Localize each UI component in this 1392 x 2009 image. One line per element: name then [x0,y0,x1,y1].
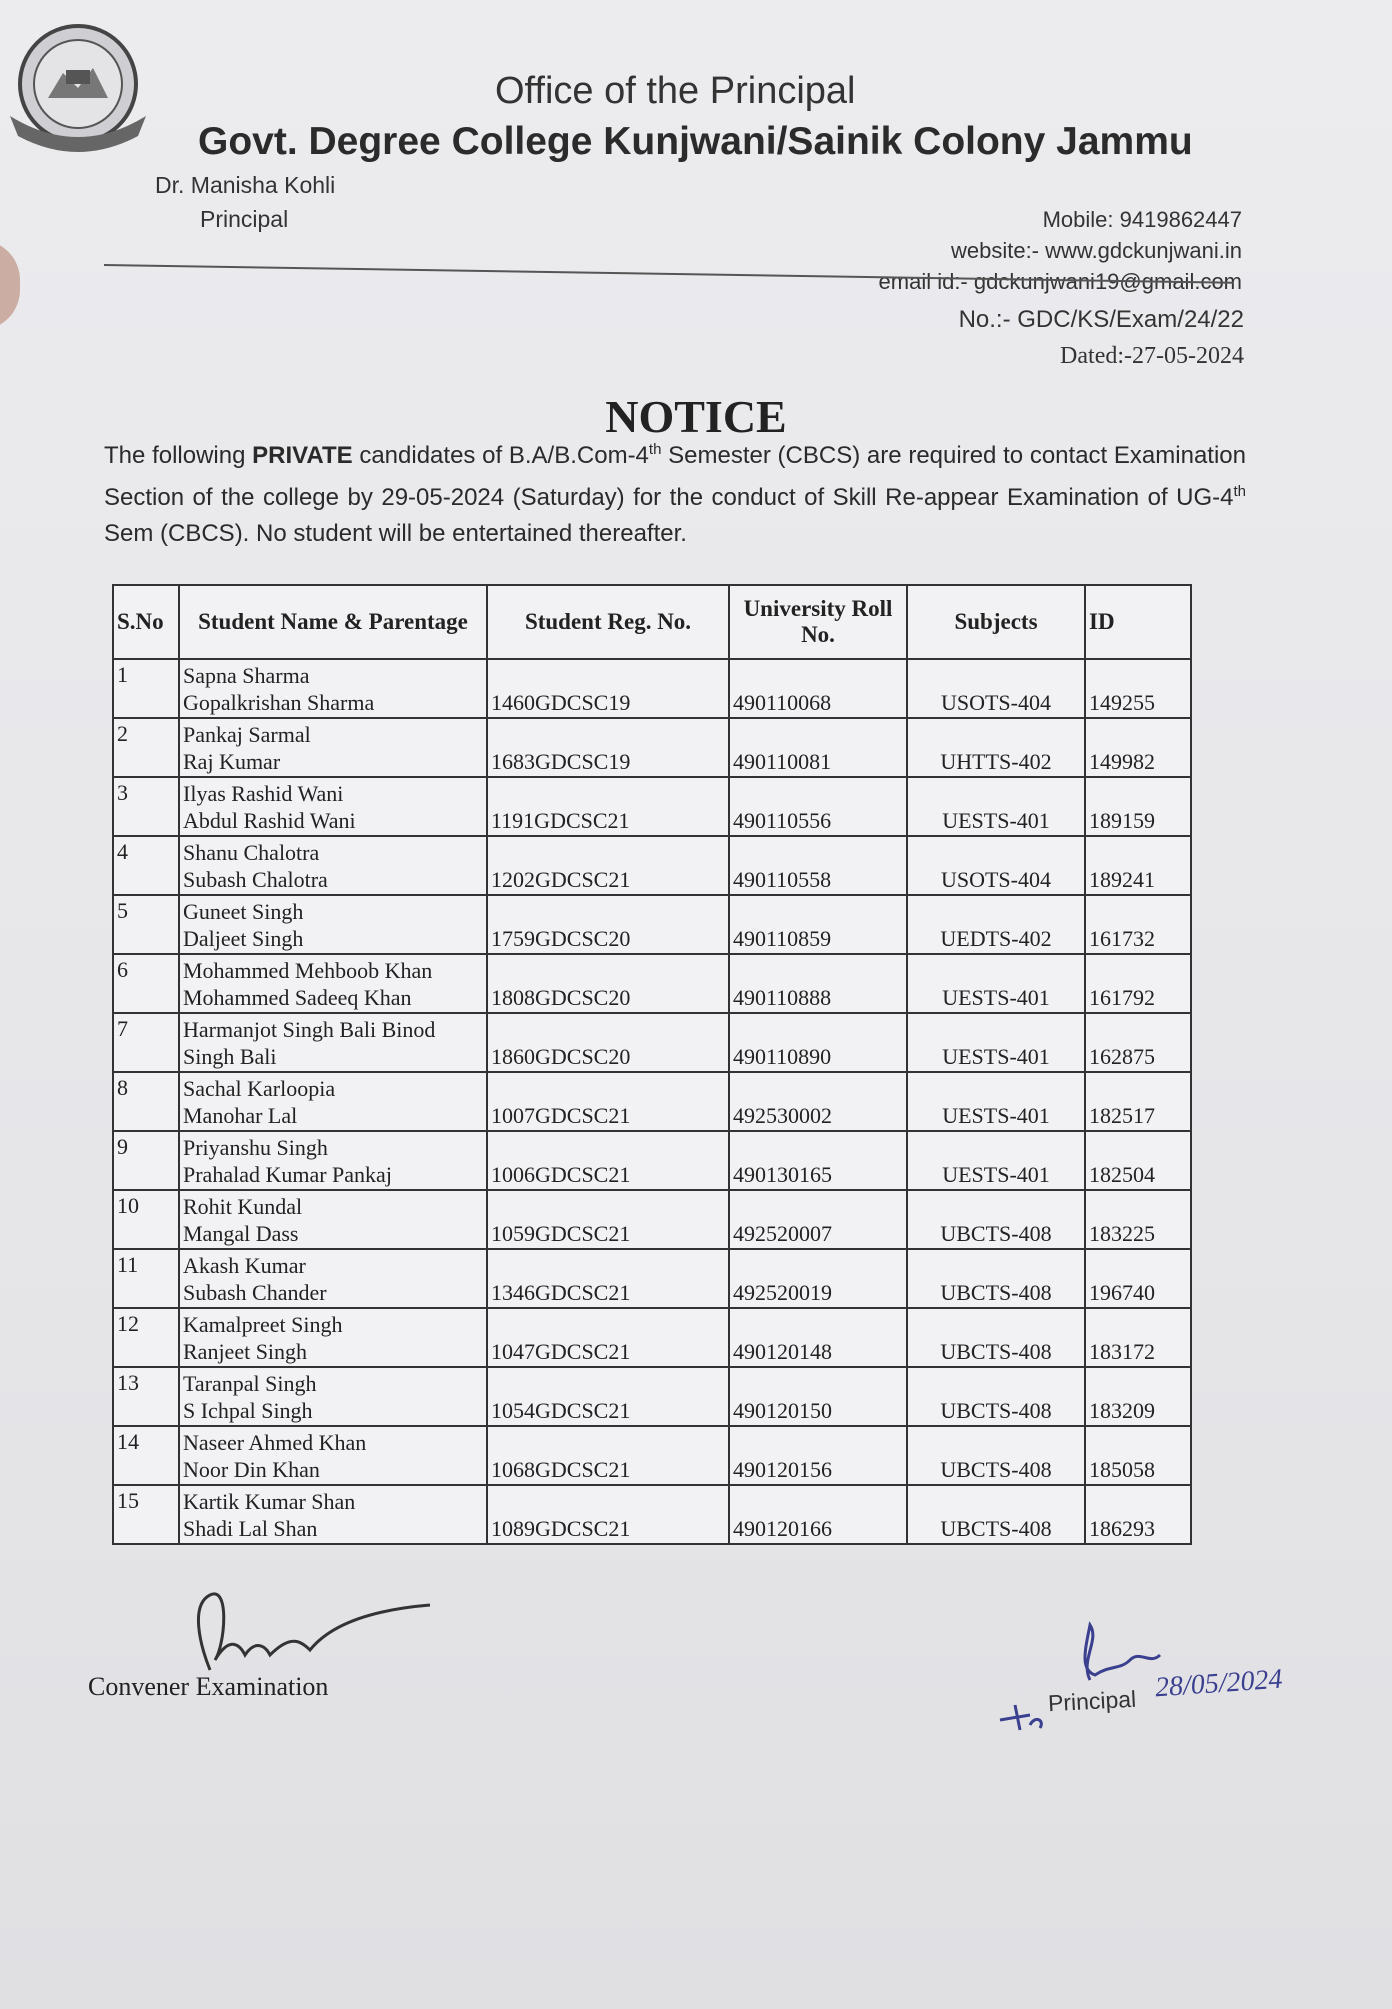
table-row [113,836,1191,895]
cell-sno: 6 [113,954,179,1013]
cell-sno: 11 [113,1249,179,1308]
cell-id: 162875 [1085,1013,1191,1072]
table-row [113,1072,1191,1131]
cell-subject: UESTS-401 [907,1131,1085,1190]
notice-text-4: Sem (CBCS). No student will be entertained thereafter. [104,520,687,547]
cell-id: 183209 [1085,1367,1191,1426]
cell-reg-no: 1808GDCSC20 [487,954,729,1013]
cell-roll-no: 490110081 [729,718,907,777]
mobile-number: Mobile: 9419862447 [1042,207,1242,232]
student-name: Akash Kumar [183,1253,306,1278]
cell-sno: 9 [113,1131,179,1190]
cell-subject: UBCTS-408 [907,1249,1085,1308]
notice-text-1: The following [104,442,253,469]
parent-name: Subash Chalotra [183,867,328,892]
cell-id: 149255 [1085,659,1191,718]
contact-block [879,204,1242,297]
principal-name: Dr. Manisha Kohli [155,172,336,198]
cell-reg-no: 1202GDCSC21 [487,836,729,895]
student-name: Mohammed Mehboob Khan [183,958,433,983]
student-name: Pankaj Sarmal [183,722,311,747]
cell-roll-no: 492530002 [729,1072,907,1131]
cell-id: 149982 [1085,718,1191,777]
cell-id: 161792 [1085,954,1191,1013]
cell-roll-no: 490110888 [729,954,907,1013]
cell-name [179,1249,487,1308]
student-name: Sapna Sharma [183,663,310,688]
student-name: Priyanshu Singh [183,1135,328,1160]
student-name: Harmanjot Singh Bali Binod [183,1017,436,1042]
parent-name: Gopalkrishan Sharma [183,690,375,715]
cell-name [179,954,487,1013]
table-row [113,1013,1191,1072]
signature-date: 28/05/2024 [1154,1663,1284,1704]
cell-id: 182504 [1085,1131,1191,1190]
table-row [113,895,1191,954]
cell-reg-no: 1006GDCSC21 [487,1131,729,1190]
notice-text-3: Semester (CBCS) are required to contact Examination Section of the college by 29-05-2024 (Saturday) for the conduct of Skill Re-appear Examination of UG-4 [104,442,1246,511]
cell-roll-no: 490120148 [729,1308,907,1367]
cell-sno: 4 [113,836,179,895]
parent-name: Mohammed Sadeeq Khan [183,985,412,1010]
cell-reg-no: 1860GDCSC20 [487,1013,729,1072]
convener-signature [170,1585,440,1685]
cell-subject: UESTS-401 [907,1013,1085,1072]
student-name: Kartik Kumar Shan [183,1489,356,1514]
notice-sup-1: th [648,441,662,458]
cell-subject: UBCTS-408 [907,1190,1085,1249]
cell-roll-no: 490110890 [729,1013,907,1072]
student-name: Rohit Kundal [183,1194,303,1219]
cell-subject: UBCTS-408 [907,1426,1085,1485]
cell-sno: 10 [113,1190,179,1249]
cell-name [179,1190,487,1249]
website-text: website:- www.gdckunjwani.in [950,238,1242,263]
table-row [113,1367,1191,1426]
cell-name [179,1131,487,1190]
student-name: Kamalpreet Singh [183,1312,343,1337]
student-name: Taranpal Singh [183,1371,317,1396]
parent-name: Ranjeet Singh [183,1339,308,1364]
cell-roll-no: 490110556 [729,777,907,836]
cell-roll-no: 492520007 [729,1190,907,1249]
cell-roll-no: 490130165 [729,1131,907,1190]
parent-name: Raj Kumar [183,749,281,774]
cell-reg-no: 1683GDCSC19 [487,718,729,777]
cell-reg-no: 1346GDCSC21 [487,1249,729,1308]
cell-id: 189159 [1085,777,1191,836]
cell-id: 196740 [1085,1249,1191,1308]
table-body [113,659,1191,1544]
parent-name: Prahalad Kumar Pankaj [183,1162,392,1187]
header-sno: S.No [113,585,179,659]
cell-subject: USOTS-404 [907,836,1085,895]
convener-label: Convener Examination [88,1672,329,1701]
table-row [113,1190,1191,1249]
cell-name [179,718,487,777]
cell-subject: UHTTS-402 [907,718,1085,777]
cell-name [179,1426,487,1485]
parent-name: Mangal Dass [183,1221,299,1246]
cell-id: 183172 [1085,1308,1191,1367]
table-row [113,1249,1191,1308]
parent-name: S Ichpal Singh [183,1398,313,1423]
cell-name [179,1485,487,1544]
header-name: Student Name & Parentage [179,585,487,659]
cell-sno: 3 [113,777,179,836]
cell-subject: UESTS-401 [907,954,1085,1013]
notice-text-2: candidates of B.A/B.Com-4 [352,442,649,469]
parent-name: Shadi Lal Shan [183,1516,318,1541]
cell-name [179,1367,487,1426]
table-row [113,1308,1191,1367]
cell-name [179,777,487,836]
principal-title: Principal [200,206,289,232]
cell-id: 186293 [1085,1485,1191,1544]
student-name: Shanu Chalotra [183,840,320,865]
notice-sup-2: th [1233,483,1246,500]
cell-name [179,659,487,718]
principal-label: Principal [1047,1685,1137,1717]
reference-number: No.:- GDC/KS/Exam/24/22 [958,306,1244,333]
parent-name: Singh Bali [183,1044,277,1069]
cell-sno: 14 [113,1426,179,1485]
cell-name [179,836,487,895]
cell-sno: 15 [113,1485,179,1544]
students-table [112,584,1192,1545]
cell-reg-no: 1054GDCSC21 [487,1367,729,1426]
cell-reg-no: 1089GDCSC21 [487,1485,729,1544]
cell-id: 189241 [1085,836,1191,895]
cell-sno: 7 [113,1013,179,1072]
notice-heading: NOTICE [605,391,787,442]
cell-roll-no: 490110859 [729,895,907,954]
student-name: Sachal Karloopia [183,1076,336,1101]
cell-reg-no: 1007GDCSC21 [487,1072,729,1131]
college-logo-icon [8,18,148,158]
cell-id: 183225 [1085,1190,1191,1249]
cell-reg-no: 1068GDCSC21 [487,1426,729,1485]
office-title: Office of the Principal [495,70,856,112]
table-row [113,1131,1191,1190]
cell-sno: 1 [113,659,179,718]
cell-roll-no: 492520019 [729,1249,907,1308]
table-row [113,1485,1191,1544]
cell-roll-no: 490120156 [729,1426,907,1485]
cell-roll-no: 490110558 [729,836,907,895]
thumb-edge [0,240,20,330]
header-reg-no: Student Reg. No. [487,585,729,659]
cell-sno: 5 [113,895,179,954]
cell-subject: UESTS-401 [907,1072,1085,1131]
cell-reg-no: 1059GDCSC21 [487,1190,729,1249]
table-row [113,659,1191,718]
table-header-row [113,585,1191,659]
cell-name [179,1072,487,1131]
parent-name: Noor Din Khan [183,1457,320,1482]
header-roll-no: University Roll No. [729,585,907,659]
student-name: Guneet Singh [183,899,304,924]
header-subjects: Subjects [907,585,1085,659]
table-row [113,954,1191,1013]
cell-reg-no: 1047GDCSC21 [487,1308,729,1367]
cell-subject: UBCTS-408 [907,1485,1085,1544]
header-id: ID [1085,585,1191,659]
cell-id: 161732 [1085,895,1191,954]
college-name: Govt. Degree College Kunjwani/Sainik Colony Jammu [198,120,1193,163]
cell-sno: 13 [113,1367,179,1426]
table-row [113,1426,1191,1485]
parent-name: Abdul Rashid Wani [183,808,356,833]
cell-sno: 12 [113,1308,179,1367]
notice-body [104,432,1246,552]
cell-reg-no: 1191GDCSC21 [487,777,729,836]
table-row [113,777,1191,836]
cell-sno: 8 [113,1072,179,1131]
cell-subject: UBCTS-408 [907,1308,1085,1367]
cell-name [179,1308,487,1367]
cell-name [179,895,487,954]
cell-reg-no: 1759GDCSC20 [487,895,729,954]
notice-text-private: PRIVATE [252,442,353,469]
parent-name: Daljeet Singh [183,926,304,951]
cell-subject: USOTS-404 [907,659,1085,718]
cell-id: 182517 [1085,1072,1191,1131]
table-row [113,718,1191,777]
cell-roll-no: 490120150 [729,1367,907,1426]
student-name: Naseer Ahmed Khan [183,1430,367,1455]
cell-sno: 2 [113,718,179,777]
parent-name: Subash Chander [183,1280,327,1305]
cell-id: 185058 [1085,1426,1191,1485]
cell-subject: UESTS-401 [907,777,1085,836]
parent-name: Manohar Lal [183,1103,298,1128]
cell-subject: UEDTS-402 [907,895,1085,954]
cell-reg-no: 1460GDCSC19 [487,659,729,718]
cell-name [179,1013,487,1072]
student-name: Ilyas Rashid Wani [183,781,344,806]
reference-block [959,302,1244,374]
cell-subject: UBCTS-408 [907,1367,1085,1426]
email-text: email id:- gdckunjwani19@gmail.com [878,269,1242,294]
cell-roll-no: 490110068 [729,659,907,718]
notice-date: Dated:-27-05-2024 [1060,343,1244,369]
cell-roll-no: 490120166 [729,1485,907,1544]
